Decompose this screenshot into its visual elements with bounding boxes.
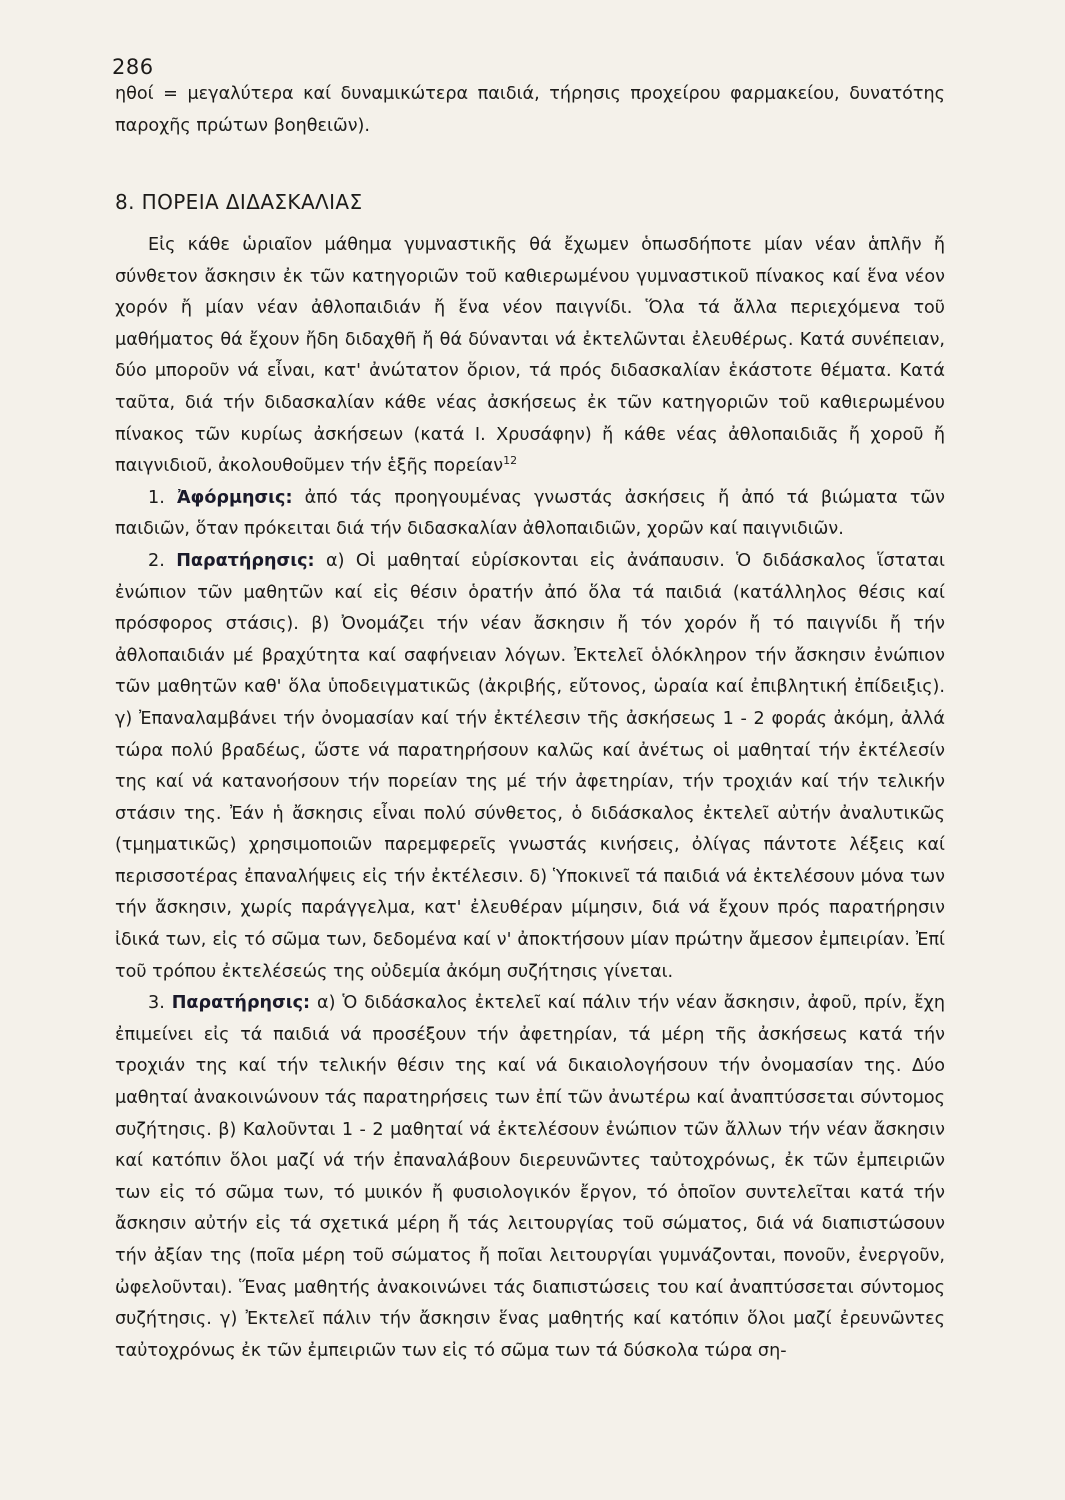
step-number: 3. (148, 993, 165, 1014)
continued-paragraph: ηθοί = μεγαλύτερα καί δυναμικώτερα παιδιά, τήρησις προχείρου φαρμακείου, δυνατότης παροχῆς πρώτων βοηθειῶν). (115, 84, 945, 136)
step-text: α) Ὁ διδάσκαλος ἐκτελεῖ καί πάλιν τήν νέαν ἄσκησιν, ἀφοῦ, πρίν, ἔχη ἐπιμείνει εἰς τά παιδιά νά προσέξουν τήν ἀφετηρίαν, τά μέρη τῆς ἀσκήσεως κατά τήν τροχιάν της καί τήν τελικήν θέσιν της καί νά δικαιολογήσουν τήν ὀνομασίαν της. Δύο μαθηταί ἀνακοινώνουν τάς παρατηρήσεις των ἐπί τῶν ἀνωτέρω καί ἀναπτύσσεται σύντομος συζήτησις. β) Καλοῦνται 1 - 2 μαθηταί νά ἐκτελέσουν ἐνώπιον τῶν ἄλλων τήν νέαν ἄσκησιν καί κατόπιν ὅλοι μαζί νά τήν ἐπαναλάβουν διερευνῶντες ταὐτοχρόνως, ἐκ τῶν ἐμπειριῶν των εἰς τό σῶμα των, τό μυικόν ἤ φυσιολογικόν ἔργον, τό ὁποῖον συντελεῖται κατά τήν ἄσκησιν αὐτήν εἰς τά σχετικά μέρη ἤ τάς λειτουργίας τοῦ σώματος, διά νά διαπιστώσουν τήν ἀξίαν της (ποῖα μέρη τοῦ σώματος ἤ ποῖαι λειτουργίαι γυμνάζονται, πονοῦν, ἐνεργοῦν, ὠφελοῦνται). Ἕνας μαθητής ἀνακοινώνει τάς διαπιστώσεις του καί ἀναπτύσσεται σύντομος συζήτησις. γ) Ἐκτελεῖ πάλιν τήν ἄσκησιν ἕνας μαθητής καί κατόπιν ὅλοι μαζί ἐρευνῶντες ταὐτοχρόνως ἐκ τῶν ἐμπειριῶν των εἰς τό σῶμα των τά δύσκολα τώρα ση- (115, 993, 945, 1361)
step-text: ἀπό τάς προηγουμένας γνωστάς ἀσκήσεις ἤ ἀπό τά βιώματα τῶν παιδιῶν, ὅταν πρόκειται διά τήν διδασκαλίαν ἀθλοπαιδιῶν, χορῶν καί παιγνιδιῶν. (115, 487, 946, 540)
intro-paragraph (115, 230, 945, 483)
step-paragraph-2 (115, 546, 945, 988)
intro-text: Εἰς κάθε ὡριαῖον μάθημα γυμναστικῆς θά ἔχωμεν ὁπωσδήποτε μίαν νέαν ἁπλῆν ἤ σύνθετον ἄσκησιν ἐκ τῶν κατηγοριῶν τοῦ καθιερωμένου γυμναστικοῦ πίνακος καί ἕνα νέον χορόν ἤ μίαν νέαν ἀθλοπαιδιάν ἤ ἕνα νέον παιγνίδι. Ὅλα τά ἄλλα περιεχόμενα τοῦ μαθήματος θά ἔχουν ἤδη διδαχθῆ ἤ θά δύνανται νά ἐκτελῶνται ἐλευθέρως. Κατά συνέπειαν, δύο μποροῦν νά εἶναι, κατ' ἀνώτατον ὅριον, τά πρός διδασκαλίαν ἑκάστοτε θέματα. Κατά ταῦτα, διά τήν διδασκαλίαν κάθε νέας ἀσκήσεως ἐκ τῶν κατηγοριῶν τοῦ καθιερωμένου πίνακος τῶν κυρίως ἀσκήσεων (κατά Ι. Χρυσάφην) ἤ κάθε νέας ἀθλοπαιδιᾶς ἤ χοροῦ ἤ παιγνιδιοῦ, ἀκολουθοῦμεν τήν ἑξῆς πορείαν (115, 235, 945, 477)
step-number: 2. (148, 550, 165, 571)
step-number: 1. (148, 487, 165, 508)
section-block (115, 186, 945, 1367)
continued-text-block (115, 79, 945, 142)
step-paragraph-1 (115, 483, 945, 546)
section-heading: 8. ΠΟΡΕΙΑ ΔΙΔΑΣΚΑΛΙΑΣ (115, 190, 363, 214)
step-label: Παρατήρησις: (176, 550, 315, 571)
step-paragraph-3 (115, 988, 945, 1367)
footnote-marker: 12 (503, 454, 518, 468)
step-text: α) Οἱ μαθηταί εὑρίσκονται εἰς ἀνάπαυσιν. Ὁ διδάσκαλος ἵσταται ἐνώπιον τῶν μαθητῶν καί εἰς θέσιν ὁρατήν ἀπό ὅλα τά παιδιά (κατάλληλος θέσις καί πρόσφορος στάσις). β) Ὀνομάζει τήν νέαν ἄσκησιν ἤ τόν χορόν ἤ τό παιγνίδι ἤ τήν ἀθλοπαιδιάν μέ βραχύτητα καί σαφήνειαν λόγων. Ἐκτελεῖ ὁλόκληρον τήν ἄσκησιν ἐνώπιον τῶν μαθητῶν καθ' ὅλα ὑποδειγματικῶς (ἀκριβής, εὔτονος, ὡραία καί ἐπιβλητική ἐπίδειξις). γ) Ἐπαναλαμβάνει τήν ὀνομασίαν καί τήν ἐκτέλεσιν τῆς ἀσκήσεως 1 - 2 φοράς ἀκόμη, ἀλλά τώρα πολύ βραδέως, ὥστε νά παρατηρήσουν καλῶς καί ἀνέτως οἱ μαθηταί τήν ἐκτέλεσίν της καί νά κατανοήσουν τήν πορείαν της μέ τήν ἀφετηρίαν, τήν τροχιάν καί τήν τελικήν στάσιν της. Ἐάν ἡ ἄσκησις εἶναι πολύ σύνθετος, ὁ διδάσκαλος ἐκτελεῖ αὐτήν ἀναλυτικῶς (τμηματικῶς) χρησιμοποιῶν παρεμφερεῖς γνωστάς κινήσεις, ὀλίγας πάντοτε λέξεις καί περισσοτέρας ἐπαναλήψεις εἰς τήν ἐκτέλεσιν. δ) Ὑποκινεῖ τά παιδιά νά ἐκτελέσουν μόνα των τήν ἄσκησιν, χωρίς παράγγελμα, κατ' ἐλευθέραν μίμησιν, διά νά ἔχουν πρός παρατήρησιν ἰδικά των, εἰς τό σῶμα των, δεδομένα καί ν' ἀποκτήσουν μίαν πρώτην ἄμεσον ἐμπειρίαν. Ἐπί τοῦ τρόπου ἐκτελέσεώς της οὐδεμία ἀκόμη συζήτησις γίνεται. (115, 550, 946, 982)
page-number: 286 (112, 55, 154, 79)
step-label: Ἀφόρμησις: (176, 487, 293, 508)
step-label: Παρατήρησις: (171, 993, 311, 1014)
